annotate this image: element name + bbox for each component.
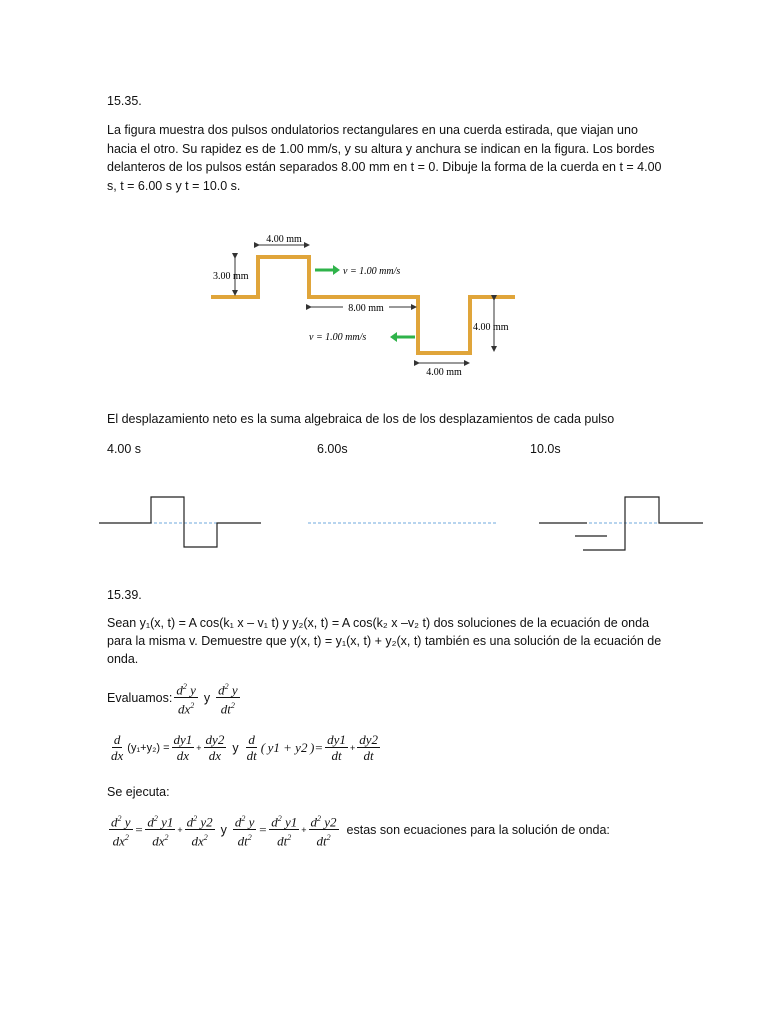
sketch-6s bbox=[305, 490, 500, 550]
pulse-figure bbox=[205, 225, 535, 385]
separation-label: 8.00 mm bbox=[348, 303, 384, 314]
sketch-10s bbox=[535, 490, 707, 555]
conclusion-text: estas son ecuaciones para la solución de onda: bbox=[346, 823, 610, 838]
se-ejecuta-label: Se ejecuta: bbox=[107, 785, 170, 799]
evaluamos-label: Evaluamos: bbox=[107, 691, 173, 706]
time-label-6: 6.00s bbox=[317, 442, 348, 456]
time-label-10: 10.0s bbox=[530, 442, 561, 456]
wave-equation-row: $\frac{d^2 y}{dx^2}$ = $\frac{d^2 y1}{dx^2}$ + $\frac{d^2 y2}{dx^2}$ y $\frac{d^2 y}{dt^2}$ = $\frac{d^2 y1}{dt^2}$ + $\frac{d^2 y2}{dt^2}$ estas son ecuaciones para la solución de onda: bbox=[111, 814, 610, 849]
height-right-label: 4.00 mm bbox=[473, 322, 509, 333]
problem-1535-heading: 15.35. bbox=[107, 94, 142, 108]
velocity-left-arrowhead bbox=[390, 332, 397, 342]
d2y-dx2-fraction: $\frac{d^2 y}{dx^2}$ bbox=[176, 682, 196, 717]
problem-1539-heading: 15.39. bbox=[107, 588, 142, 602]
time-label-4: 4.00 s bbox=[107, 442, 142, 456]
sum-term: (y₁+y₂) = bbox=[127, 742, 170, 754]
problem-1539-line-a: Sean y₁(x, t) = A cos(k₁ x – v₁ t) y y₂(x, t) = A cos(k₂ x –v₂ t) dos soluciones de la ecuación de onda bbox=[107, 616, 650, 630]
problem-1539-line-c: onda. bbox=[107, 652, 139, 666]
d2y-dt2-fraction: $\frac{d^2 y}{dt^2}$ bbox=[218, 682, 238, 717]
width-bottom-label: 4.00 mm bbox=[426, 367, 462, 378]
conj-y-1: y bbox=[203, 691, 211, 706]
width-top-label: 4.00 mm bbox=[266, 234, 302, 245]
velocity-right-arrowhead bbox=[333, 265, 340, 275]
conj-y-2: y bbox=[232, 741, 239, 755]
velocity-right-label: v = 1.00 mm/s bbox=[343, 266, 401, 277]
derivative-sum-row: $\frac{d}{dx}$ (y₁+y₂) = $\frac{dy1}{dx}$ + $\frac{dy2}{dx}$ y $\frac{d}{dt}$ ( y1 + y2 )= $\frac{dy1}{dt}$ + $\frac{dy2}{dt}$ bbox=[111, 732, 378, 763]
velocity-left-label: v = 1.00 mm/s bbox=[309, 332, 367, 343]
net-displacement-note: El desplazamiento neto es la suma algebraica de los de los desplazamientos de cada pulso bbox=[107, 412, 615, 426]
conj-y-3: y bbox=[220, 823, 227, 838]
problem-1539-line-b: para la misma v. Demuestre que y(x, t) = y₁(x, t) + y₂(x, t) también es una solución de la ecuación de bbox=[107, 634, 662, 648]
problem-1535-statement: La figura muestra dos pulsos ondulatorios rectangulares en una cuerda estirada, que viajan uno hacia el otro. Su rapidez es de 1.00 mm/s, y su altura y anchura se indican en la figura. Los bordes delanteros de los pulsos están separados 8.00 mm en t = 0. Dibuje la forma de la cuerda en t = 4.00 s, t = 6.00 s y t = 10.0 s. bbox=[107, 123, 662, 193]
sketch-4s bbox=[95, 490, 265, 550]
height-left-label: 3.00 mm bbox=[213, 271, 249, 282]
evaluamos-row bbox=[107, 680, 242, 717]
